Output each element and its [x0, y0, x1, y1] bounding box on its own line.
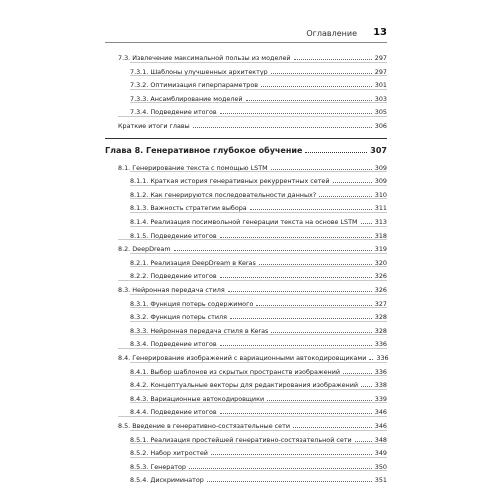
toc-entry-title: 8.1.5. Подведение итогов [130, 231, 217, 240]
entry-separator [130, 185, 387, 186]
toc-entry [130, 187, 387, 199]
leader-dots [271, 73, 372, 74]
toc-entry-page: 310 [374, 190, 387, 199]
leader-dots [361, 386, 372, 387]
leader-dots [246, 100, 372, 101]
entry-separator [130, 212, 387, 213]
toc-entry [130, 391, 387, 403]
toc-entry-title: 8.1.3. Важность стратегии выбора [130, 204, 247, 213]
toc-entry [130, 472, 387, 484]
toc-entry-title: 7.3.2. Оптимизация гиперпараметров [130, 81, 259, 90]
entry-separator [130, 389, 387, 390]
leader-dots [343, 373, 372, 374]
leader-dots [230, 318, 372, 319]
toc-entry-page: 346 [374, 408, 387, 417]
entry-separator [118, 116, 387, 117]
toc-entry-page: 319 [374, 245, 387, 254]
leader-dots [271, 332, 371, 333]
toc-entry [130, 268, 387, 280]
toc-entry [118, 350, 387, 362]
toc-entry-title: 8.2.1. Реализация DeepDream в Keras [130, 258, 256, 267]
toc-entry-title: 8.4.2. Концептуальные векторы для редактирования изображений [130, 381, 359, 390]
entry-separator [130, 470, 387, 471]
leader-dots [293, 427, 372, 428]
toc-entry [130, 432, 387, 444]
entry-separator [130, 198, 387, 199]
toc-entry-title: 8.1.4. Реализация посимвольной генерации текста на основе LSTM [130, 218, 358, 226]
toc-entry-title: 7.3. Извлечение максимальной пользы из моделей [118, 54, 291, 62]
toc-entry [130, 445, 387, 457]
toc-entry [130, 255, 387, 267]
toc-entry-title: 8.5.4. Дискриминатор [130, 476, 204, 485]
entry-separator [130, 226, 387, 227]
toc-entry-page: 350 [374, 462, 387, 471]
toc-entry-page: 336 [374, 340, 387, 349]
toc-entry-page: 301 [374, 81, 387, 90]
entry-separator [118, 280, 387, 281]
toc-entry-page: 327 [374, 299, 387, 308]
toc-entry-page: 309 [374, 177, 387, 186]
leader-dots [319, 196, 372, 197]
leader-dots [294, 59, 372, 60]
toc-entry-page: 338 [374, 381, 387, 390]
leader-dots [259, 264, 372, 265]
toc-entry-title: 7.3.1. Шаблоны улучшенных архитектур [130, 67, 268, 76]
toc-entry-page: 336 [374, 367, 387, 376]
toc-entry-page: 326 [374, 286, 387, 294]
entry-separator [130, 171, 387, 172]
toc-entry-page: 303 [374, 94, 387, 103]
leader-dots [250, 209, 372, 210]
toc-entry-title: 7.3.4. Подведение итогов [130, 108, 217, 117]
toc-entry-title: 8.5.1. Реализация простейшей генеративно-состязательной сети [130, 435, 352, 444]
chapter-page: 307 [370, 145, 387, 155]
leader-dots [267, 400, 372, 401]
leader-dots [220, 113, 372, 114]
toc-entry-page: 328 [374, 313, 387, 322]
toc-entry-title: 8.3.4. Подведение итогов [130, 340, 217, 349]
toc-entry-title: 8.2. DeepDream [118, 245, 171, 254]
leader-dots [333, 182, 372, 183]
entry-separator [130, 321, 387, 322]
leader-dots [256, 305, 371, 306]
entry-separator [130, 402, 387, 403]
toc-entry-page: 346 [374, 422, 387, 430]
toc-entry-page: 306 [374, 122, 387, 130]
leader-dots [220, 345, 372, 346]
leader-dots [174, 250, 372, 251]
toc-entry [130, 336, 387, 348]
entry-separator [130, 62, 387, 63]
entry-separator [130, 75, 387, 76]
toc-entry [130, 104, 387, 116]
leader-dots [220, 237, 372, 238]
header-page-number: 13 [373, 27, 387, 38]
toc-entry-title: Краткие итоги главы [118, 122, 190, 130]
entry-separator [130, 307, 387, 308]
toc-entry-page: 311 [374, 204, 387, 213]
toc-chapter-heading [105, 141, 387, 155]
toc-entry-title: 8.3.3. Нейронная передача стиля в Keras [130, 326, 269, 335]
leader-dots [193, 127, 372, 128]
entry-separator [130, 443, 387, 444]
header-title: Оглавление [306, 29, 357, 38]
toc-entry-title: 8.5. Введение в генеративно-состязательные сети [118, 422, 290, 430]
toc-entry-page: 297 [374, 67, 387, 76]
entry-separator [130, 89, 387, 90]
toc-entry-page: 297 [374, 54, 387, 62]
leader-dots [305, 152, 367, 153]
toc-entry [130, 64, 387, 76]
toc-entry [130, 309, 387, 321]
leader-dots [189, 468, 372, 469]
entry-separator [130, 253, 387, 254]
leader-dots [261, 86, 372, 87]
chapter-title: Глава 8. Генеративное глубокое обучение [105, 145, 303, 155]
leader-dots [361, 223, 372, 224]
toc-entry [130, 296, 387, 308]
toc-entry-page: 318 [374, 231, 387, 240]
toc-entry-page: 313 [374, 218, 387, 226]
entry-separator [130, 334, 387, 335]
toc-entry-title: 8.2.2. Подведение итогов [130, 272, 217, 281]
toc-entry [130, 91, 387, 103]
toc-entry-page: 339 [374, 394, 387, 403]
leader-dots [220, 413, 372, 414]
leader-dots [220, 277, 372, 278]
entry-separator [130, 430, 387, 431]
entry-separator [130, 102, 387, 103]
toc-entry-title: 7.3.3. Ансамблирование моделей [130, 94, 243, 103]
toc-entry-title: 8.3.2. Функция потерь стиля [130, 313, 227, 322]
leader-dots [228, 291, 372, 292]
toc-entry-title: 8.3. Нейронная передача стиля [118, 286, 225, 294]
toc-entry-title: 8.4.4. Подведение итогов [130, 408, 217, 417]
toc-entry [118, 118, 387, 130]
toc-entry-title: 8.5.3. Генератор [130, 462, 186, 471]
toc-entry-title: 8.5.2. Набор хитростей [130, 449, 208, 458]
toc-entry-page: 326 [374, 272, 387, 281]
toc-entry [130, 459, 387, 471]
toc-entry [130, 173, 387, 185]
leader-dots [271, 169, 372, 170]
entry-separator [130, 375, 387, 376]
toc-entry [130, 404, 387, 416]
toc-entry [130, 200, 387, 212]
toc-entry-title: 8.4.3. Вариационные автокодировщики [130, 394, 265, 403]
toc-entry-title: 8.1.2. Как генерируются последовательности данных? [130, 190, 317, 199]
leader-dots [369, 359, 373, 360]
entry-separator [118, 239, 387, 240]
toc-entry-page: 328 [374, 326, 387, 335]
toc-entry [130, 228, 387, 240]
toc-entry [130, 77, 387, 89]
entry-separator [118, 348, 387, 349]
running-header [105, 24, 387, 43]
leader-dots [355, 441, 372, 442]
toc-entry [118, 241, 387, 253]
entry-separator [130, 294, 387, 295]
toc-entry-title: 8.3.1. Функция потерь содержимого [130, 299, 254, 308]
toc-entry [118, 160, 387, 172]
toc-entry-page: 320 [374, 258, 387, 267]
toc-entry-title: 8.4. Генерирование изображений с вариационными автокодировщиками [118, 354, 367, 362]
entry-separator [130, 362, 387, 363]
entry-separator [130, 457, 387, 458]
toc-entry [130, 214, 387, 226]
toc-entry [130, 364, 387, 376]
toc-entry-page: 336 [376, 354, 389, 362]
toc-entry [118, 50, 387, 62]
entry-separator [130, 266, 387, 267]
entry-separator [118, 416, 387, 417]
toc-entry-page: 349 [374, 449, 387, 458]
toc-entry [130, 377, 387, 389]
leader-dots [211, 454, 372, 455]
toc-entry-title: 8.1.1. Краткая история генеративных рекуррентных сетей [130, 177, 330, 186]
toc-entry-page: 351 [374, 476, 387, 485]
leader-dots [207, 481, 372, 482]
toc-entry-page: 348 [374, 435, 387, 444]
toc-entry-title: 8.4.1. Выбор шаблонов из скрытых пространств изображений [130, 367, 341, 376]
toc-entry-title: 8.1. Генерирование текста с помощью LSTM [118, 163, 268, 172]
toc-entry-page: 309 [374, 163, 387, 172]
toc-entry [118, 282, 387, 294]
toc-entry [130, 323, 387, 335]
toc-entry [118, 418, 387, 430]
toc-entry-page: 305 [374, 108, 387, 117]
